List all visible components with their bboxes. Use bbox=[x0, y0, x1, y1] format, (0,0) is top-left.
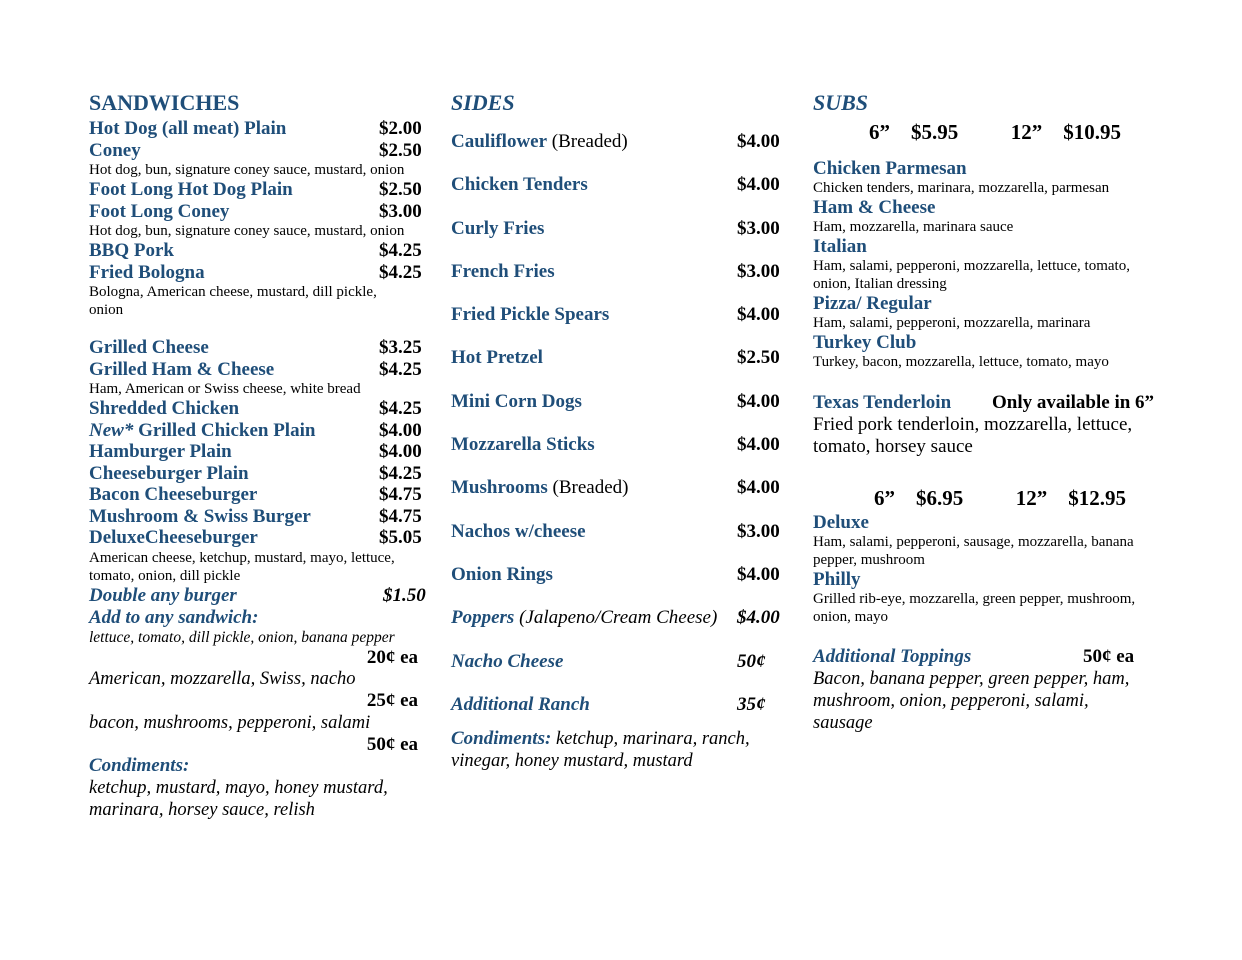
menu-item: Hamburger Plain $4.00 bbox=[89, 441, 422, 462]
menu-item: Grilled Ham & Cheese $4.25 bbox=[89, 358, 422, 380]
menu-item: Mozzarella Sticks $4.00 bbox=[451, 434, 780, 456]
menu-item: Hot Pretzel $2.50 bbox=[451, 347, 780, 369]
subs-heading: SUBS bbox=[813, 90, 869, 115]
sub-description: Fried pork tenderloin, mozzarella, lettuce, tomato, horsey sauce bbox=[813, 413, 1133, 457]
menu-item: Shredded Chicken $4.25 bbox=[89, 398, 422, 419]
sub-description: Ham, salami, pepperoni, mozzarella, marinara bbox=[813, 315, 1091, 331]
menu-item: Mushroom & Swiss Burger $4.75 bbox=[89, 505, 422, 527]
list-20: American, mozzarella, Swiss, nacho bbox=[89, 669, 356, 689]
sub-name: Turkey Club bbox=[813, 332, 917, 353]
price-20: 20¢ ea bbox=[366, 646, 418, 668]
sub-name: Deluxe bbox=[813, 511, 869, 533]
size-price-row: 6” $6.95 12” $12.95 bbox=[874, 485, 1126, 510]
sub-description: Chicken tenders, marinara, mozzarella, parmesan bbox=[813, 180, 1110, 196]
sub-description: Ham, salami, pepperoni, mozzarella, lettuce, tomato, onion, Italian dressing bbox=[813, 258, 1130, 292]
menu-item: Grilled Cheese $3.25 bbox=[89, 337, 422, 358]
sides-column bbox=[451, 88, 781, 772]
sides-heading: SIDES bbox=[451, 90, 515, 115]
item-description: Ham, American or Swiss cheese, white bread bbox=[89, 381, 361, 397]
price-25: 25¢ ea bbox=[366, 690, 418, 711]
menu-item: Fried Pickle Spears $4.00 bbox=[451, 304, 780, 326]
menu-item: Onion Rings $4.00 bbox=[451, 563, 780, 585]
toppings-row: Additional Toppings 50¢ ea bbox=[813, 645, 1135, 667]
item-description: Hot dog, bun, signature coney sauce, mustard, onion bbox=[89, 223, 405, 239]
item-description: Bologna, American cheese, mustard, dill pickle, onion bbox=[89, 284, 377, 318]
subs-column bbox=[813, 88, 1173, 734]
toppings-list: Bacon, banana pepper, green pepper, ham, mushroom, onion, pepperoni, salami, sausage bbox=[813, 668, 1130, 733]
menu-item: French Fries $3.00 bbox=[451, 260, 780, 282]
price-50: 50¢ ea bbox=[366, 733, 418, 755]
item-description: American cheese, ketchup, mustard, mayo, lettuce, tomato, onion, dill pickle bbox=[89, 549, 395, 584]
menu-item: DeluxeCheeseburger $5.05 bbox=[89, 527, 422, 548]
sub-name: Pizza/ Regular bbox=[813, 293, 932, 314]
menu-item: Cheeseburger Plain $4.25 bbox=[89, 462, 422, 484]
add-to-sandwich-label: Add to any sandwich: bbox=[89, 606, 259, 628]
menu-item: Mini Corn Dogs $4.00 bbox=[451, 390, 780, 412]
menu-item: New* Grilled Chicken Plain $4.00 bbox=[89, 419, 422, 441]
new-badge: New* bbox=[89, 419, 134, 441]
condiments-label: Condiments: bbox=[89, 755, 190, 776]
menu-item: Chicken Tenders $4.00 bbox=[451, 174, 780, 196]
menu-item: Fried Bologna $4.25 bbox=[89, 261, 422, 283]
sub-name: Chicken Parmesan bbox=[813, 158, 967, 179]
menu-item: BBQ Pork $4.25 bbox=[89, 240, 422, 261]
menu-item: Foot Long Hot Dog Plain $2.50 bbox=[89, 179, 422, 200]
sub-description: Turkey, bacon, mozzarella, lettuce, tomato, mayo bbox=[813, 354, 1109, 370]
menu-item: Curly Fries $3.00 bbox=[451, 217, 780, 239]
menu-item: Hot Dog (all meat) Plain $2.00 bbox=[89, 118, 422, 139]
sandwiches-heading: SANDWICHES bbox=[89, 90, 240, 115]
menu-item: Poppers (Jalapeno/Cream Cheese) $4.00 bbox=[451, 607, 780, 629]
double-burger-row: Double any burger $1.50 bbox=[89, 584, 426, 606]
sub-description: Ham, mozzarella, marinara sauce bbox=[813, 219, 1014, 235]
menu-item: Additional Ranch 35¢ bbox=[451, 693, 766, 715]
sub-name: Philly bbox=[813, 568, 861, 590]
item-description: Hot dog, bun, signature coney sauce, mustard, onion bbox=[89, 162, 405, 178]
sub-description: Ham, salami, pepperoni, sausage, mozzarella, banana pepper, mushroom bbox=[813, 533, 1134, 568]
menu-item: Bacon Cheeseburger $4.75 bbox=[89, 484, 422, 505]
add-free-list: lettuce, tomato, dill pickle, onion, banana pepper bbox=[89, 628, 395, 646]
sub-name: Italian bbox=[813, 236, 867, 257]
menu-item: Nachos w/cheese $3.00 bbox=[451, 520, 780, 542]
condiments-list: ketchup, mustard, mayo, honey mustard, marinara, horsey sauce, relish bbox=[89, 778, 388, 820]
menu-item: Foot Long Coney $3.00 bbox=[89, 200, 422, 222]
sides-condiments: Condiments: ketchup, marinara, ranch, vinegar, honey mustard, mustard bbox=[451, 728, 750, 772]
menu-item: Mushrooms (Breaded) $4.00 bbox=[451, 477, 780, 499]
sandwiches-column bbox=[89, 88, 429, 821]
menu-item: Nacho Cheese 50¢ bbox=[451, 650, 766, 672]
list-25: bacon, mushrooms, pepperoni, salami bbox=[89, 712, 371, 733]
menu-item: Coney $2.50 bbox=[89, 139, 422, 161]
menu-item: Cauliflower (Breaded) $4.00 bbox=[451, 131, 780, 152]
size-price-row: 6” $5.95 12” $10.95 bbox=[869, 120, 1121, 144]
sub-name: Ham & Cheese bbox=[813, 197, 936, 218]
texas-tenderloin-row: Texas Tenderloin Only available in 6” bbox=[813, 392, 1155, 413]
sub-description: Grilled rib-eye, mozzarella, green pepper, mushroom, onion, mayo bbox=[813, 590, 1136, 625]
